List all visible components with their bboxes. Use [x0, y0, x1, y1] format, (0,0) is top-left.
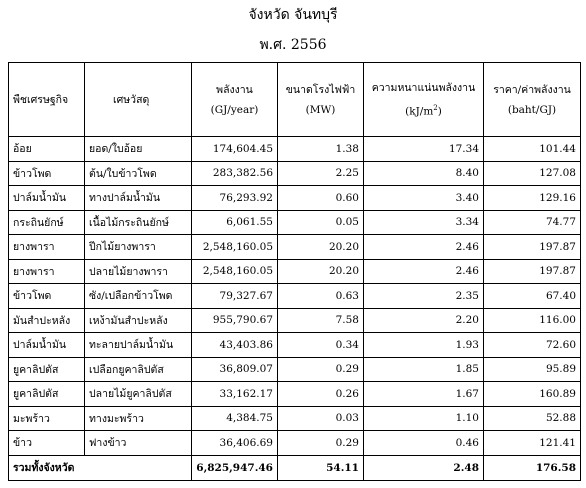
- cell-residue: ปลายไม้ยางพารา: [85, 259, 192, 284]
- header-residue-label: เศษวัสดุ: [113, 94, 150, 106]
- cell-price: 101.44: [484, 137, 581, 162]
- cell-energy: 43,403.86: [192, 333, 278, 358]
- header-plant-size: [278, 63, 364, 137]
- table-total-row: [9, 455, 581, 480]
- total-energy: 6,825,947.46: [192, 455, 278, 480]
- cell-plant: 0.26: [278, 382, 364, 407]
- cell-energy: 79,327.67: [192, 284, 278, 309]
- energy-table: [8, 62, 581, 481]
- total-density: 2.48: [364, 455, 484, 480]
- cell-crop: ยางพารา: [9, 259, 85, 284]
- cell-residue: ซัง/เปลือกข้าวโพด: [85, 284, 192, 309]
- cell-crop: มันสำปะหลัง: [9, 308, 85, 333]
- cell-residue: ยอด/ใบอ้อย: [85, 137, 192, 162]
- cell-density: 0.46: [364, 431, 484, 456]
- header-price: [484, 63, 581, 137]
- cell-energy: 955,790.67: [192, 308, 278, 333]
- cell-crop: ข้าวโพด: [9, 161, 85, 186]
- cell-energy: 36,809.07: [192, 357, 278, 382]
- cell-price: 95.89: [484, 357, 581, 382]
- header-price-unit: (baht/GJ): [507, 103, 557, 116]
- cell-plant: 2.25: [278, 161, 364, 186]
- cell-energy: 174,604.45: [192, 137, 278, 162]
- cell-residue: ปีกไม้ยางพารา: [85, 235, 192, 260]
- page-title: จังหวัด จันทบุรี: [248, 7, 338, 23]
- table-row: [9, 382, 581, 407]
- cell-density: 2.35: [364, 284, 484, 309]
- cell-plant: 0.03: [278, 406, 364, 431]
- cell-energy: 2,548,160.05: [192, 235, 278, 260]
- header-energy-unit: (GJ/year): [210, 103, 259, 116]
- cell-plant: 0.60: [278, 186, 364, 211]
- cell-price: 127.08: [484, 161, 581, 186]
- header-density-unit: [368, 98, 479, 122]
- table-row: [9, 161, 581, 186]
- cell-energy: 4,384.75: [192, 406, 278, 431]
- cell-density: 8.40: [364, 161, 484, 186]
- cell-plant: 0.05: [278, 210, 364, 235]
- cell-plant: 0.29: [278, 357, 364, 382]
- cell-density: 2.46: [364, 235, 484, 260]
- table-row: [9, 259, 581, 284]
- cell-price: 67.40: [484, 284, 581, 309]
- table-row: [9, 210, 581, 235]
- cell-crop: ยางพารา: [9, 235, 85, 260]
- cell-density: 1.93: [364, 333, 484, 358]
- cell-price: 116.00: [484, 308, 581, 333]
- cell-price: 197.87: [484, 259, 581, 284]
- cell-price: 160.89: [484, 382, 581, 407]
- table-row: [9, 186, 581, 211]
- cell-energy: 33,162.17: [192, 382, 278, 407]
- cell-plant: 1.38: [278, 137, 364, 162]
- cell-plant: 0.34: [278, 333, 364, 358]
- cell-energy: 2,548,160.05: [192, 259, 278, 284]
- cell-density: 1.10: [364, 406, 484, 431]
- cell-residue: เปลือกยูคาลิปตัส: [85, 357, 192, 382]
- cell-residue: ต้น/ใบข้าวโพด: [85, 161, 192, 186]
- cell-residue: ปลายไม้ยูคาลิปตัส: [85, 382, 192, 407]
- cell-density: 3.40: [364, 186, 484, 211]
- table-row: [9, 357, 581, 382]
- cell-crop: มะพร้าว: [9, 406, 85, 431]
- cell-crop: อ้อย: [9, 137, 85, 162]
- header-crop: พืชเศรษฐกิจ: [9, 63, 85, 137]
- total-plant: 54.11: [278, 455, 364, 480]
- cell-price: 72.60: [484, 333, 581, 358]
- cell-crop: ยูคาลิปตัส: [9, 357, 85, 382]
- cell-plant: 0.29: [278, 431, 364, 456]
- cell-density: 3.34: [364, 210, 484, 235]
- cell-plant: 0.63: [278, 284, 364, 309]
- table-row: [9, 284, 581, 309]
- header-energy-label: พลังงาน: [216, 83, 253, 96]
- cell-density: 17.34: [364, 137, 484, 162]
- cell-residue: ทางปาล์มน้ำมัน: [85, 186, 192, 211]
- density-unit-close: ): [437, 105, 442, 118]
- cell-residue: ทางมะพร้าว: [85, 406, 192, 431]
- cell-crop: กระถินยักษ์: [9, 210, 85, 235]
- cell-residue: ทะลายปาล์มน้ำมัน: [85, 333, 192, 358]
- table-row: [9, 406, 581, 431]
- table-row: [9, 308, 581, 333]
- cell-price: 74.77: [484, 210, 581, 235]
- header-residue: [85, 63, 192, 137]
- table-row: [9, 431, 581, 456]
- table-row: [9, 333, 581, 358]
- total-label: รวมทั้งจังหวัด: [9, 455, 192, 480]
- cell-residue: ฟางข้าว: [85, 431, 192, 456]
- cell-energy: 36,406.69: [192, 431, 278, 456]
- header-price-label: ราคา/ค่าพลังงาน: [493, 83, 571, 96]
- cell-residue: เนื้อไม้กระถินยักษ์: [85, 210, 192, 235]
- header-density-label: ความหนาแน่นพลังงาน: [371, 81, 476, 94]
- cell-density: 1.85: [364, 357, 484, 382]
- cell-density: 2.46: [364, 259, 484, 284]
- cell-residue: เหง้ามันสำปะหลัง: [85, 308, 192, 333]
- cell-price: 129.16: [484, 186, 581, 211]
- cell-crop: ข้าวโพด: [9, 284, 85, 309]
- cell-crop: ปาล์มน้ำมัน: [9, 333, 85, 358]
- cell-price: 197.87: [484, 235, 581, 260]
- cell-plant: 7.58: [278, 308, 364, 333]
- cell-crop: ปาล์มน้ำมัน: [9, 186, 85, 211]
- cell-crop: ข้าว: [9, 431, 85, 456]
- table-row: [9, 137, 581, 162]
- header-density: [364, 63, 484, 137]
- cell-density: 1.67: [364, 382, 484, 407]
- density-unit-sup: 2: [433, 103, 438, 112]
- table-row: [9, 235, 581, 260]
- cell-energy: 6,061.55: [192, 210, 278, 235]
- density-unit-base: (kJ/m: [405, 105, 434, 118]
- cell-price: 52.88: [484, 406, 581, 431]
- cell-energy: 283,382.56: [192, 161, 278, 186]
- cell-energy: 76,293.92: [192, 186, 278, 211]
- cell-price: 121.41: [484, 431, 581, 456]
- header-plant-label: ขนาดโรงไฟฟ้า: [285, 83, 356, 96]
- total-price: 176.58: [484, 455, 581, 480]
- table-header-row: [9, 63, 581, 137]
- header-plant-unit: (MW): [305, 103, 336, 116]
- cell-crop: ยูคาลิปตัส: [9, 382, 85, 407]
- cell-plant: 20.20: [278, 235, 364, 260]
- cell-density: 2.20: [364, 308, 484, 333]
- header-energy: [192, 63, 278, 137]
- cell-plant: 20.20: [278, 259, 364, 284]
- page-subtitle: พ.ศ. 2556: [259, 37, 327, 53]
